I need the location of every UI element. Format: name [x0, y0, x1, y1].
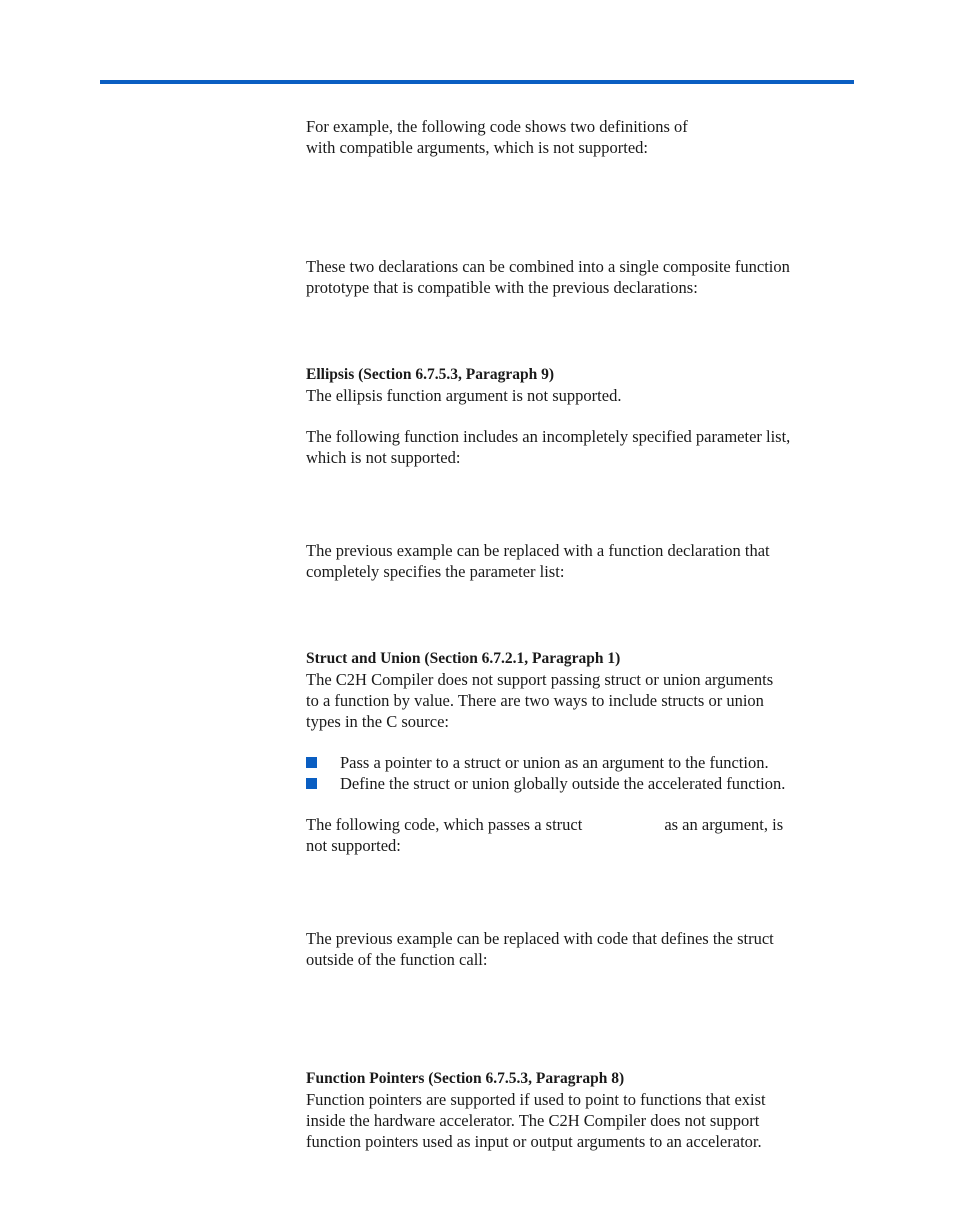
- section-heading: Function Pointers (Section 6.7.5.3, Paragraph 8): [306, 1070, 625, 1087]
- text-line: not supported:: [306, 836, 401, 855]
- code-block-placeholder: [306, 970, 854, 1068]
- text-line: function pointers used as input or output arguments to an accelerator.: [306, 1132, 762, 1151]
- text-line: The following function includes an incompletely specified parameter list,: [306, 427, 791, 446]
- text-line: which is not supported:: [306, 448, 461, 467]
- paragraph-composite-prototype: [306, 256, 854, 298]
- text-line: to a function by value. There are two ways to include structs or union: [306, 691, 764, 710]
- section-function-pointers: [306, 1068, 854, 1152]
- square-bullet-icon: [306, 778, 317, 789]
- code-block-placeholder: [306, 582, 854, 648]
- text-line: For example, the following code shows two definitions of: [306, 117, 688, 136]
- text-line: Function pointers are supported if used to point to functions that exist: [306, 1090, 766, 1109]
- code-block-placeholder: [306, 468, 854, 540]
- bullet-list: [306, 752, 854, 794]
- code-block-placeholder: [306, 158, 854, 256]
- list-item: [306, 773, 854, 794]
- text-line: completely specifies the parameter list:: [306, 562, 565, 581]
- list-item: [306, 752, 854, 773]
- text-fragment: as an argument, is: [664, 815, 784, 834]
- text-line: The C2H Compiler does not support passing struct or union arguments: [306, 670, 774, 689]
- text-line: inside the hardware accelerator. The C2H Compiler does not support: [306, 1111, 760, 1130]
- code-block-placeholder: [306, 298, 854, 364]
- section-heading: Ellipsis (Section 6.7.5.3, Paragraph 9): [306, 366, 555, 383]
- paragraph-compatible-definitions: [306, 116, 854, 158]
- text-line: [306, 814, 854, 835]
- text-line: with compatible arguments, which is not supported:: [306, 138, 649, 157]
- text-line: types in the C source:: [306, 712, 449, 731]
- text-fragment: The following code, which passes a struct: [306, 815, 583, 834]
- square-bullet-icon: [306, 757, 317, 768]
- list-item-text: Define the struct or union globally outside the accelerated function.: [340, 774, 786, 793]
- section-ellipsis: [306, 364, 854, 582]
- list-item-text: Pass a pointer to a struct or union as an argument to the function.: [340, 753, 769, 772]
- code-block-placeholder: [306, 856, 854, 928]
- text-line: These two declarations can be combined into a single composite function: [306, 257, 790, 276]
- text-line: prototype that is compatible with the previous declarations:: [306, 278, 698, 297]
- text-line: The ellipsis function argument is not supported.: [306, 386, 622, 405]
- header-rule: [100, 80, 854, 84]
- section-heading: Struct and Union (Section 6.7.2.1, Paragraph 1): [306, 650, 621, 667]
- text-line: The previous example can be replaced with a function declaration that: [306, 541, 770, 560]
- text-line: outside of the function call:: [306, 950, 488, 969]
- text-line: The previous example can be replaced with code that defines the struct: [306, 929, 774, 948]
- section-struct-union: [306, 648, 854, 970]
- page-content: [306, 116, 854, 1152]
